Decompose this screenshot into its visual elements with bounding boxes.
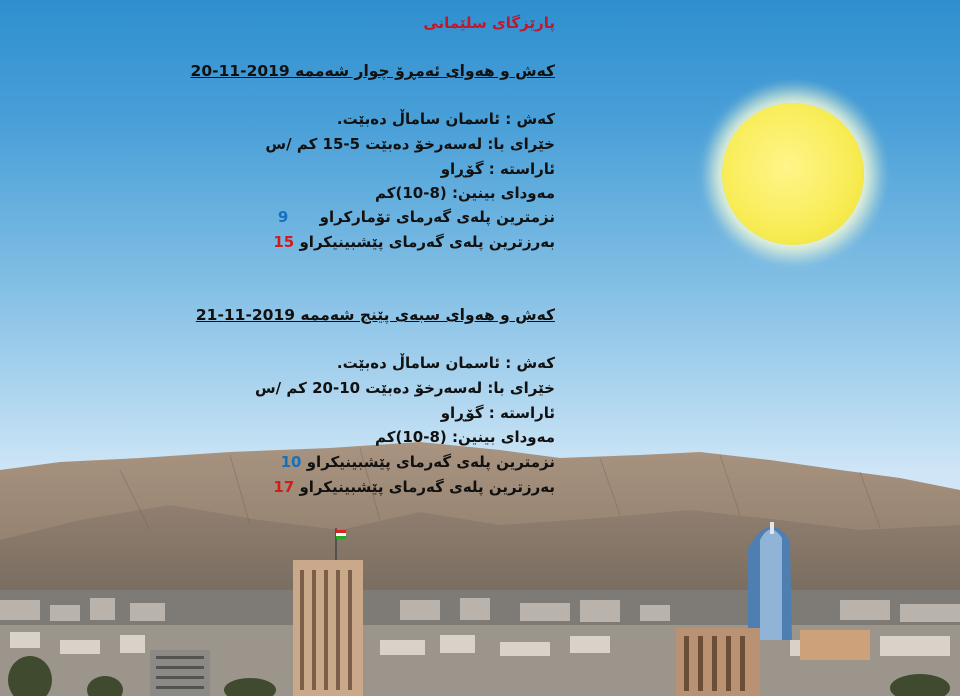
tomorrow-weather: کەش : ئاسمان ساماڵ دەبێت. bbox=[336, 354, 555, 372]
today-visibility: مەودای بینین: (8-10)کم bbox=[375, 184, 555, 202]
today-max-value: 15 bbox=[273, 233, 295, 251]
tomorrow-heading: کەش و هەوای سبەی پێنج شەممە 2019-11-21 bbox=[195, 306, 555, 324]
tomorrow-visibility: مەودای بینین: (8-10)کم bbox=[375, 428, 555, 446]
today-min-temp bbox=[267, 208, 555, 226]
tomorrow-max-value: 17 bbox=[273, 478, 295, 496]
today-wind: خێرای با: لەسەرخۆ دەبێت 5-15 کم /س bbox=[265, 135, 555, 153]
today-max-label: بەرزترین پلەی گەرمای پێشبینیکراو bbox=[299, 233, 555, 251]
today-min-value: 9 bbox=[277, 208, 289, 226]
tomorrow-wind: خێرای با: لەسەرخۆ دەبێت 10-20 کم /س bbox=[254, 379, 555, 397]
today-weather: کەش : ئاسمان ساماڵ دەبێت. bbox=[336, 110, 555, 128]
today-min-label: نزمترین پلەی گەرمای تۆمارکراو bbox=[319, 208, 555, 226]
tomorrow-min-label: نزمترین پلەی گەرمای پێشبینیکراو bbox=[306, 453, 555, 471]
tomorrow-min-value: 10 bbox=[280, 453, 302, 471]
today-heading: کەش و هەوای ئەمڕۆ چوار شەممە 2019-11-20 bbox=[190, 62, 555, 80]
today-max-temp bbox=[273, 233, 555, 251]
today-direction: ئاراستە : گۆڕاو bbox=[440, 160, 555, 178]
tomorrow-max-temp bbox=[273, 478, 555, 496]
tomorrow-min-temp bbox=[281, 453, 555, 471]
city-title: پارێزگای سلێمانی bbox=[423, 14, 555, 32]
tomorrow-direction: ئاراستە : گۆڕاو bbox=[440, 404, 555, 422]
tomorrow-max-label: بەرزترین پلەی گەرمای پێشبینیکراو bbox=[299, 478, 555, 496]
